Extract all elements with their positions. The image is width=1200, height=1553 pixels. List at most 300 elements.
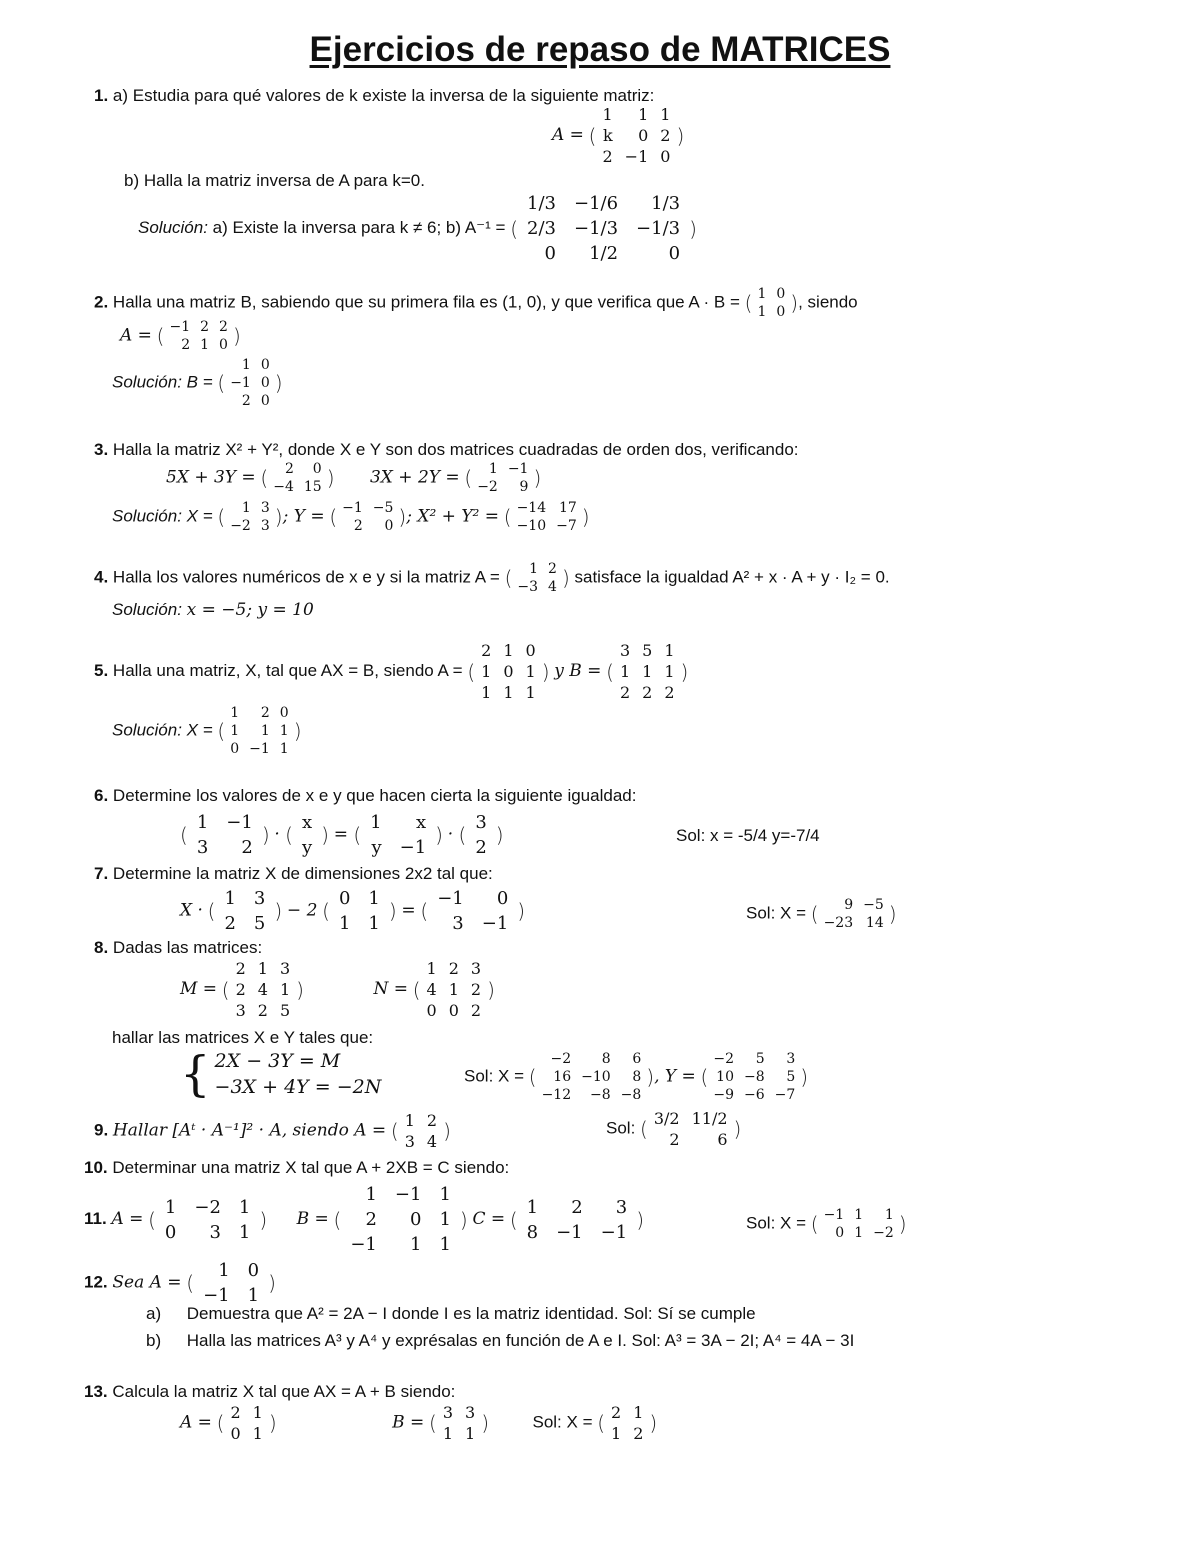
matrix-cell: 0	[544, 243, 556, 264]
solution-label: Solución:	[138, 217, 208, 237]
matrix-cell: 0	[835, 1225, 845, 1241]
matrix-cell: 1	[196, 812, 209, 833]
matrix-cell: −1	[399, 837, 427, 858]
solution-label: Sol: X =	[746, 1213, 807, 1233]
matrix-cell: −14	[516, 500, 547, 516]
exercise-10	[84, 1158, 509, 1178]
exercise-8	[94, 938, 262, 958]
matrix-cell: −8	[743, 1069, 765, 1085]
matrix-cell: 2	[219, 319, 228, 335]
matrix-cell: 0	[448, 1001, 459, 1020]
matrix	[529, 1050, 654, 1104]
matrix-cell: 3	[470, 959, 482, 978]
matrix-cell: 3	[465, 1403, 476, 1422]
exercise-text: Halla una matriz B, sabiendo que su primera fila es (1, 0), y que verifica que A · B =	[112, 292, 740, 312]
matrix	[334, 1182, 468, 1257]
exercise-2	[94, 285, 858, 321]
matrix-cell: 1	[439, 1209, 451, 1230]
left-paren: (	[606, 659, 614, 684]
left-paren: (	[412, 977, 421, 1002]
matrix-cell: 2	[481, 641, 492, 660]
matrix-cell: −1/3	[573, 218, 619, 239]
matrix-cell: 2	[241, 837, 253, 858]
matrix-cell: −5	[863, 897, 884, 913]
matrix-cell: 3/2	[653, 1109, 680, 1128]
solution-label: Solución: X =	[112, 506, 213, 526]
matrix-cell: −7	[774, 1087, 796, 1103]
matrix-cell: 6	[717, 1130, 728, 1149]
exercise-2-matrix-a	[120, 318, 241, 354]
matrix-label: M =	[180, 978, 218, 999]
matrix-label: A =	[180, 1412, 212, 1433]
exercise-text: , siendo	[798, 292, 858, 312]
matrix-cell: 2	[200, 319, 210, 335]
matrix	[217, 356, 282, 410]
matrix-cell: 1	[238, 1221, 251, 1243]
solution-text: x = −5; y = 10	[186, 600, 314, 620]
exercise-6	[94, 786, 636, 806]
solution-label: Solución:	[112, 600, 182, 619]
matrix-cell: 8	[632, 1069, 642, 1085]
matrix-cell: 2	[571, 1196, 583, 1218]
right-paren: )	[268, 1411, 277, 1435]
matrix-cell: −1	[342, 500, 363, 516]
exercise-number: 9.	[94, 1120, 109, 1140]
matrix-cell: 0	[230, 1424, 241, 1443]
matrix-cell: −1	[226, 812, 253, 833]
left-paren: (	[353, 823, 362, 847]
matrix-cell: 5	[279, 1001, 291, 1020]
matrix-cell: 1/3	[651, 193, 681, 214]
matrix-cell: 2	[235, 959, 246, 978]
matrix-cell: −1	[823, 1207, 845, 1223]
matrix-cell: −2	[477, 479, 498, 495]
matrix	[597, 1402, 657, 1444]
matrix	[217, 1402, 277, 1444]
matrix	[329, 499, 406, 535]
right-paren: )	[689, 216, 697, 241]
matrix-cell: −1/6	[573, 193, 619, 214]
matrix-cell: 1	[602, 105, 613, 124]
exercise-number: 5.	[94, 660, 109, 680]
matrix	[208, 886, 283, 936]
exercise-number: 3.	[94, 440, 109, 459]
matrix	[510, 191, 697, 266]
matrix-cell: 1	[257, 959, 268, 978]
left-paren: (	[744, 291, 753, 315]
solution-label: Solución: B =	[112, 372, 213, 392]
left-paren: (	[504, 566, 513, 590]
exercise-number: 10.	[84, 1158, 108, 1177]
exercise-number: 2.	[94, 292, 109, 312]
exercise-1-a	[94, 86, 654, 106]
equation-label: − 2	[286, 900, 318, 921]
matrix-cell: 4	[257, 980, 268, 999]
exercise-text: satisface la igualdad A² + x · A + y · I₂ = 0.	[574, 567, 890, 587]
solution-label: Solución: X =	[112, 720, 213, 740]
matrix	[157, 318, 241, 354]
matrix-cell: −1	[600, 1221, 628, 1243]
matrix-cell: −8	[620, 1087, 642, 1103]
matrix-cell: 1	[664, 662, 675, 681]
exercise-8-matrices	[180, 958, 495, 1021]
matrix-cell: 3	[442, 1403, 454, 1422]
exercise-3	[94, 440, 799, 460]
matrix-cell: 3	[235, 1001, 246, 1020]
matrix-cell: 1	[200, 337, 210, 353]
matrix-cell: 1	[164, 1196, 177, 1218]
right-paren: )	[636, 1207, 644, 1232]
matrix	[589, 104, 685, 167]
matrix	[413, 958, 495, 1021]
matrix-cell: −4	[273, 479, 294, 495]
matrix-cell: 0	[260, 375, 270, 391]
matrix-cell: 3	[260, 518, 270, 534]
solution-label: Sol: X =	[464, 1066, 525, 1086]
right-paren: )	[733, 1117, 742, 1141]
item-label: a)	[146, 1304, 162, 1323]
matrix-cell: 2	[257, 1001, 268, 1020]
matrix-cell: 2/3	[527, 218, 556, 239]
matrix-cell: 3	[786, 1051, 796, 1067]
right-paren: )	[481, 1411, 490, 1435]
right-paren: )	[487, 977, 495, 1002]
matrix-cell: 0	[409, 1209, 422, 1230]
left-paren: (	[509, 1207, 518, 1232]
matrix-cell: 9	[519, 479, 529, 495]
exercise-number: 12.	[84, 1272, 108, 1292]
left-paren: (	[510, 216, 519, 241]
exercise-2-solution	[112, 356, 283, 410]
right-paren: )	[800, 1065, 809, 1089]
left-paren: (	[322, 899, 330, 923]
matrix-cell: −5	[372, 500, 394, 516]
matrix-cell: 4	[548, 579, 557, 595]
left-paren: (	[588, 123, 597, 148]
matrix-cell: 15	[303, 479, 322, 495]
left-paren: (	[217, 719, 226, 743]
right-paren: )	[898, 1212, 907, 1236]
matrix-cell: 5	[642, 641, 653, 660]
matrix-cell: 0	[668, 243, 681, 264]
matrix-cell: 1	[279, 723, 289, 739]
matrix-cell: 2	[611, 1403, 622, 1422]
left-paren: (	[217, 505, 226, 529]
right-paren: )	[676, 123, 685, 148]
right-paren: )	[533, 466, 542, 490]
matrix-cell: 1	[633, 1403, 644, 1422]
matrix-cell: y	[371, 837, 382, 858]
exercise-8-system	[180, 1048, 381, 1100]
matrix-cell: 0	[525, 641, 536, 660]
matrix-cell: 0	[219, 337, 228, 353]
matrix-cell: 0	[660, 147, 671, 166]
exercise-13	[84, 1382, 455, 1402]
matrix-cell: 16	[553, 1069, 572, 1085]
matrix-cell: 2	[660, 126, 671, 145]
exercise-5-solution	[112, 704, 302, 758]
left-paren: (	[285, 823, 293, 847]
right-paren: )	[274, 505, 283, 529]
matrix-cell: 1	[488, 461, 498, 477]
matrix-cell: 3	[260, 500, 270, 516]
left-paren: (	[420, 899, 429, 923]
matrix-cell: x	[302, 812, 313, 833]
matrix-cell: 1	[757, 286, 767, 302]
matrix-cell: 2	[260, 705, 270, 721]
matrix	[186, 1258, 276, 1308]
matrix-label: N =	[373, 978, 408, 999]
matrix-cell: 1	[230, 723, 240, 739]
matrix	[285, 810, 329, 860]
matrix-label: A =	[111, 1208, 144, 1229]
matrix-cell: 2	[470, 980, 482, 999]
matrix-cell: 1	[279, 980, 291, 999]
matrix-cell: 0	[426, 1001, 437, 1020]
matrix	[811, 1206, 907, 1242]
matrix-cell: 2	[602, 147, 613, 166]
matrix-cell: 1	[224, 888, 236, 909]
matrix-cell: 1	[365, 1184, 377, 1205]
matrix	[260, 460, 334, 496]
matrix-cell: −1	[437, 888, 464, 909]
matrix-label: A =	[120, 325, 152, 346]
matrix-cell: k	[602, 126, 613, 145]
right-paren: )	[232, 324, 241, 348]
matrix-cell: −1	[230, 375, 251, 391]
matrix-cell: −10	[581, 1069, 611, 1085]
matrix	[148, 1195, 267, 1245]
exercise-1-solution	[138, 191, 697, 266]
equation-label: 5X + 3Y =	[166, 467, 256, 488]
solution-label: Sol:	[606, 1118, 636, 1138]
matrix-cell: −7	[556, 518, 577, 534]
exercise-3-equations	[166, 460, 541, 496]
matrix	[429, 1402, 489, 1444]
left-paren: (	[156, 324, 165, 348]
matrix-cell: x	[416, 812, 427, 833]
matrix-cell: y	[301, 837, 313, 858]
exercise-12-b	[146, 1331, 854, 1351]
matrix-label: B =	[296, 1208, 329, 1229]
exercise-text: Calcula la matriz X tal que AX = A + B siendo:	[112, 1382, 456, 1401]
matrix	[701, 1050, 809, 1104]
exercise-5	[94, 640, 688, 703]
matrix-cell: −1	[350, 1234, 377, 1255]
matrix-cell: 2	[633, 1424, 644, 1443]
matrix-cell: 1	[448, 980, 459, 999]
matrix	[640, 1108, 741, 1150]
right-paren: )	[268, 1271, 276, 1295]
matrix	[467, 640, 549, 703]
matrix-cell: 1	[619, 662, 631, 681]
right-paren: )	[274, 371, 283, 395]
left-paren: (	[148, 1207, 156, 1232]
exercise-4	[94, 560, 890, 596]
right-paren: )	[561, 566, 570, 590]
matrix	[504, 499, 590, 535]
matrix-cell: 10	[716, 1069, 734, 1085]
matrix-cell: −2	[194, 1196, 221, 1218]
exercise-11	[84, 1182, 644, 1257]
exercise-text: a) Estudia para qué valores de k existe la inversa de la siguiente matriz:	[112, 86, 655, 105]
matrix-cell: 1	[854, 1225, 864, 1241]
matrix-cell: 2	[235, 980, 246, 999]
matrix-cell: 0	[776, 286, 786, 302]
matrix-cell: 0	[164, 1221, 177, 1243]
matrix-cell: 6	[632, 1051, 642, 1067]
matrix-cell: −1	[203, 1285, 230, 1306]
matrix-cell: 0	[384, 518, 394, 534]
matrix-cell: 3	[279, 959, 291, 978]
matrix-cell: 1	[503, 683, 514, 702]
matrix-cell: −2	[713, 1051, 734, 1067]
left-paren: (	[186, 1271, 195, 1295]
matrix-cell: −1	[249, 741, 270, 757]
right-paren: )	[459, 1207, 468, 1232]
matrix-cell: 1	[442, 1424, 454, 1443]
matrix	[222, 958, 304, 1021]
left-paren: (	[458, 823, 467, 847]
matrix-cell: 2	[230, 1403, 241, 1422]
matrix-cell: −3	[517, 579, 539, 595]
matrix-cell: 8	[526, 1221, 539, 1243]
left-paren: (	[180, 823, 188, 847]
left-paren: (	[329, 505, 338, 529]
matrix-cell: 1	[426, 959, 437, 978]
solution-text: , Y =	[654, 1066, 696, 1087]
matrix-cell: 2	[475, 837, 487, 858]
exercise-6-solution: Sol: x = -5/4 y=-7/4	[676, 826, 820, 845]
matrix-cell: 1	[529, 561, 539, 577]
right-paren: )	[888, 902, 897, 926]
exercise-8-solution	[464, 1050, 808, 1104]
matrix-cell: 2	[284, 461, 294, 477]
solution-text: ; Y =	[282, 506, 325, 527]
matrix-cell: 2	[642, 683, 653, 702]
matrix-cell: 5	[253, 913, 266, 934]
matrix-cell: 3	[253, 888, 266, 909]
matrix	[459, 810, 504, 860]
right-paren: )	[261, 823, 270, 847]
matrix-cell: −1	[481, 913, 509, 934]
exercise-7-solution	[746, 896, 897, 932]
page-title: Ejercicios de repaso de MATRICES	[309, 30, 891, 69]
matrix-cell: 3	[615, 1196, 628, 1218]
matrix-label: A =	[552, 124, 584, 145]
right-paren: )	[398, 505, 407, 529]
exercise-text: Halla los valores numéricos de x e y si la matriz A =	[112, 567, 500, 587]
item-text: Demuestra que A² = 2A − I donde I es la matriz identidad. Sol: Sí se cumple	[186, 1304, 756, 1323]
matrix-cell: −1	[394, 1184, 422, 1205]
matrix-cell: −1	[624, 147, 649, 166]
matrix-cell: 0	[260, 357, 270, 373]
matrix-label: C =	[472, 1208, 506, 1229]
exercise-text: Halla la matriz X² + Y², donde X e Y son dos matrices cuadradas de orden dos, verificando:	[112, 440, 799, 459]
right-paren: )	[495, 823, 504, 847]
exercise-number: 8.	[94, 938, 109, 957]
matrix-cell: −2	[230, 518, 251, 534]
exercise-7-equation	[180, 886, 525, 936]
right-paren: )	[326, 466, 335, 490]
exercise-12	[84, 1258, 276, 1308]
solution-label: Sol: X =	[746, 903, 807, 923]
matrix-cell: 5	[786, 1069, 796, 1085]
matrix-cell: 1	[279, 741, 289, 757]
matrix-cell: 3	[404, 1132, 415, 1151]
right-paren: )	[443, 1119, 451, 1143]
matrix-cell: 1	[252, 1403, 263, 1422]
matrix-cell: 4	[426, 1132, 438, 1151]
matrix	[464, 460, 541, 496]
left-paren: (	[429, 1411, 437, 1435]
matrix-cell: 2	[448, 959, 459, 978]
matrix-label: B =	[392, 1412, 425, 1433]
exercise-text: Determine la matriz X de dimensiones 2x2 tal que:	[112, 864, 493, 883]
right-paren: )	[790, 291, 799, 315]
matrix-cell: 1	[368, 888, 380, 909]
matrix-cell: 1	[465, 1424, 476, 1443]
matrix-cell: 1	[338, 913, 351, 934]
left-paren: (	[700, 1065, 709, 1089]
matrix-cell: −6	[743, 1087, 765, 1103]
matrix	[811, 896, 897, 932]
exercise-number: 11.	[84, 1208, 107, 1228]
matrix-cell: 2	[241, 393, 251, 409]
matrix-cell: 0	[260, 393, 270, 409]
matrix-cell: 4	[426, 980, 437, 999]
matrix-cell: 2	[548, 561, 557, 577]
equation-system: { 2X − 3Y = M −3X + 4Y = −2N	[180, 1046, 382, 1102]
matrix-cell: −1	[169, 319, 191, 335]
exercise-number: 1.	[94, 86, 109, 105]
matrix-cell: 2	[181, 337, 191, 353]
matrix-cell: 9	[844, 897, 854, 913]
matrix	[217, 499, 282, 535]
matrix	[217, 704, 301, 758]
exercise-number: 13.	[84, 1382, 108, 1401]
matrix	[510, 1195, 644, 1245]
item-text: Halla las matrices A³ y A⁴ y exprésalas en función de A e I. Sol: A³ = 3A − 2I; A⁴ = 4A − 3I	[186, 1331, 855, 1350]
matrix-cell: 0	[496, 888, 509, 909]
matrix-cell: −2	[873, 1225, 894, 1241]
matrix-cell: 3	[196, 837, 209, 858]
exercise-text: Determine los valores de x e y que hacen cierta la siguiente igualdad:	[112, 786, 637, 805]
matrix-cell: 1	[638, 105, 649, 124]
matrix-cell: 0	[338, 888, 351, 909]
matrix	[391, 1110, 451, 1152]
matrix-cell: 3	[619, 641, 631, 660]
matrix-cell: 1	[230, 705, 240, 721]
exercise-1-matrix-a	[552, 104, 684, 167]
matrix-cell: 3	[452, 913, 464, 934]
exercise-11-solution	[746, 1206, 907, 1242]
matrix-cell: 2	[619, 683, 631, 702]
exercise-text: Sea A =	[112, 1272, 182, 1293]
matrix-cell: 2	[669, 1130, 680, 1149]
matrix-cell: 1	[439, 1184, 451, 1205]
solution-label: Sol: X =	[532, 1412, 593, 1432]
matrix-cell: 1	[241, 357, 251, 373]
exercise-3-solution	[112, 499, 590, 535]
matrix	[322, 886, 397, 936]
equation: 2X − 3Y = M	[214, 1050, 341, 1072]
exercise-text: Hallar [Aᵗ · A⁻¹]² · A, siendo A =	[112, 1120, 387, 1141]
matrix-cell: 1	[642, 662, 653, 681]
matrix-cell: 1	[526, 1196, 539, 1218]
exercise-7	[94, 864, 493, 884]
equation-label: X ·	[180, 900, 203, 921]
